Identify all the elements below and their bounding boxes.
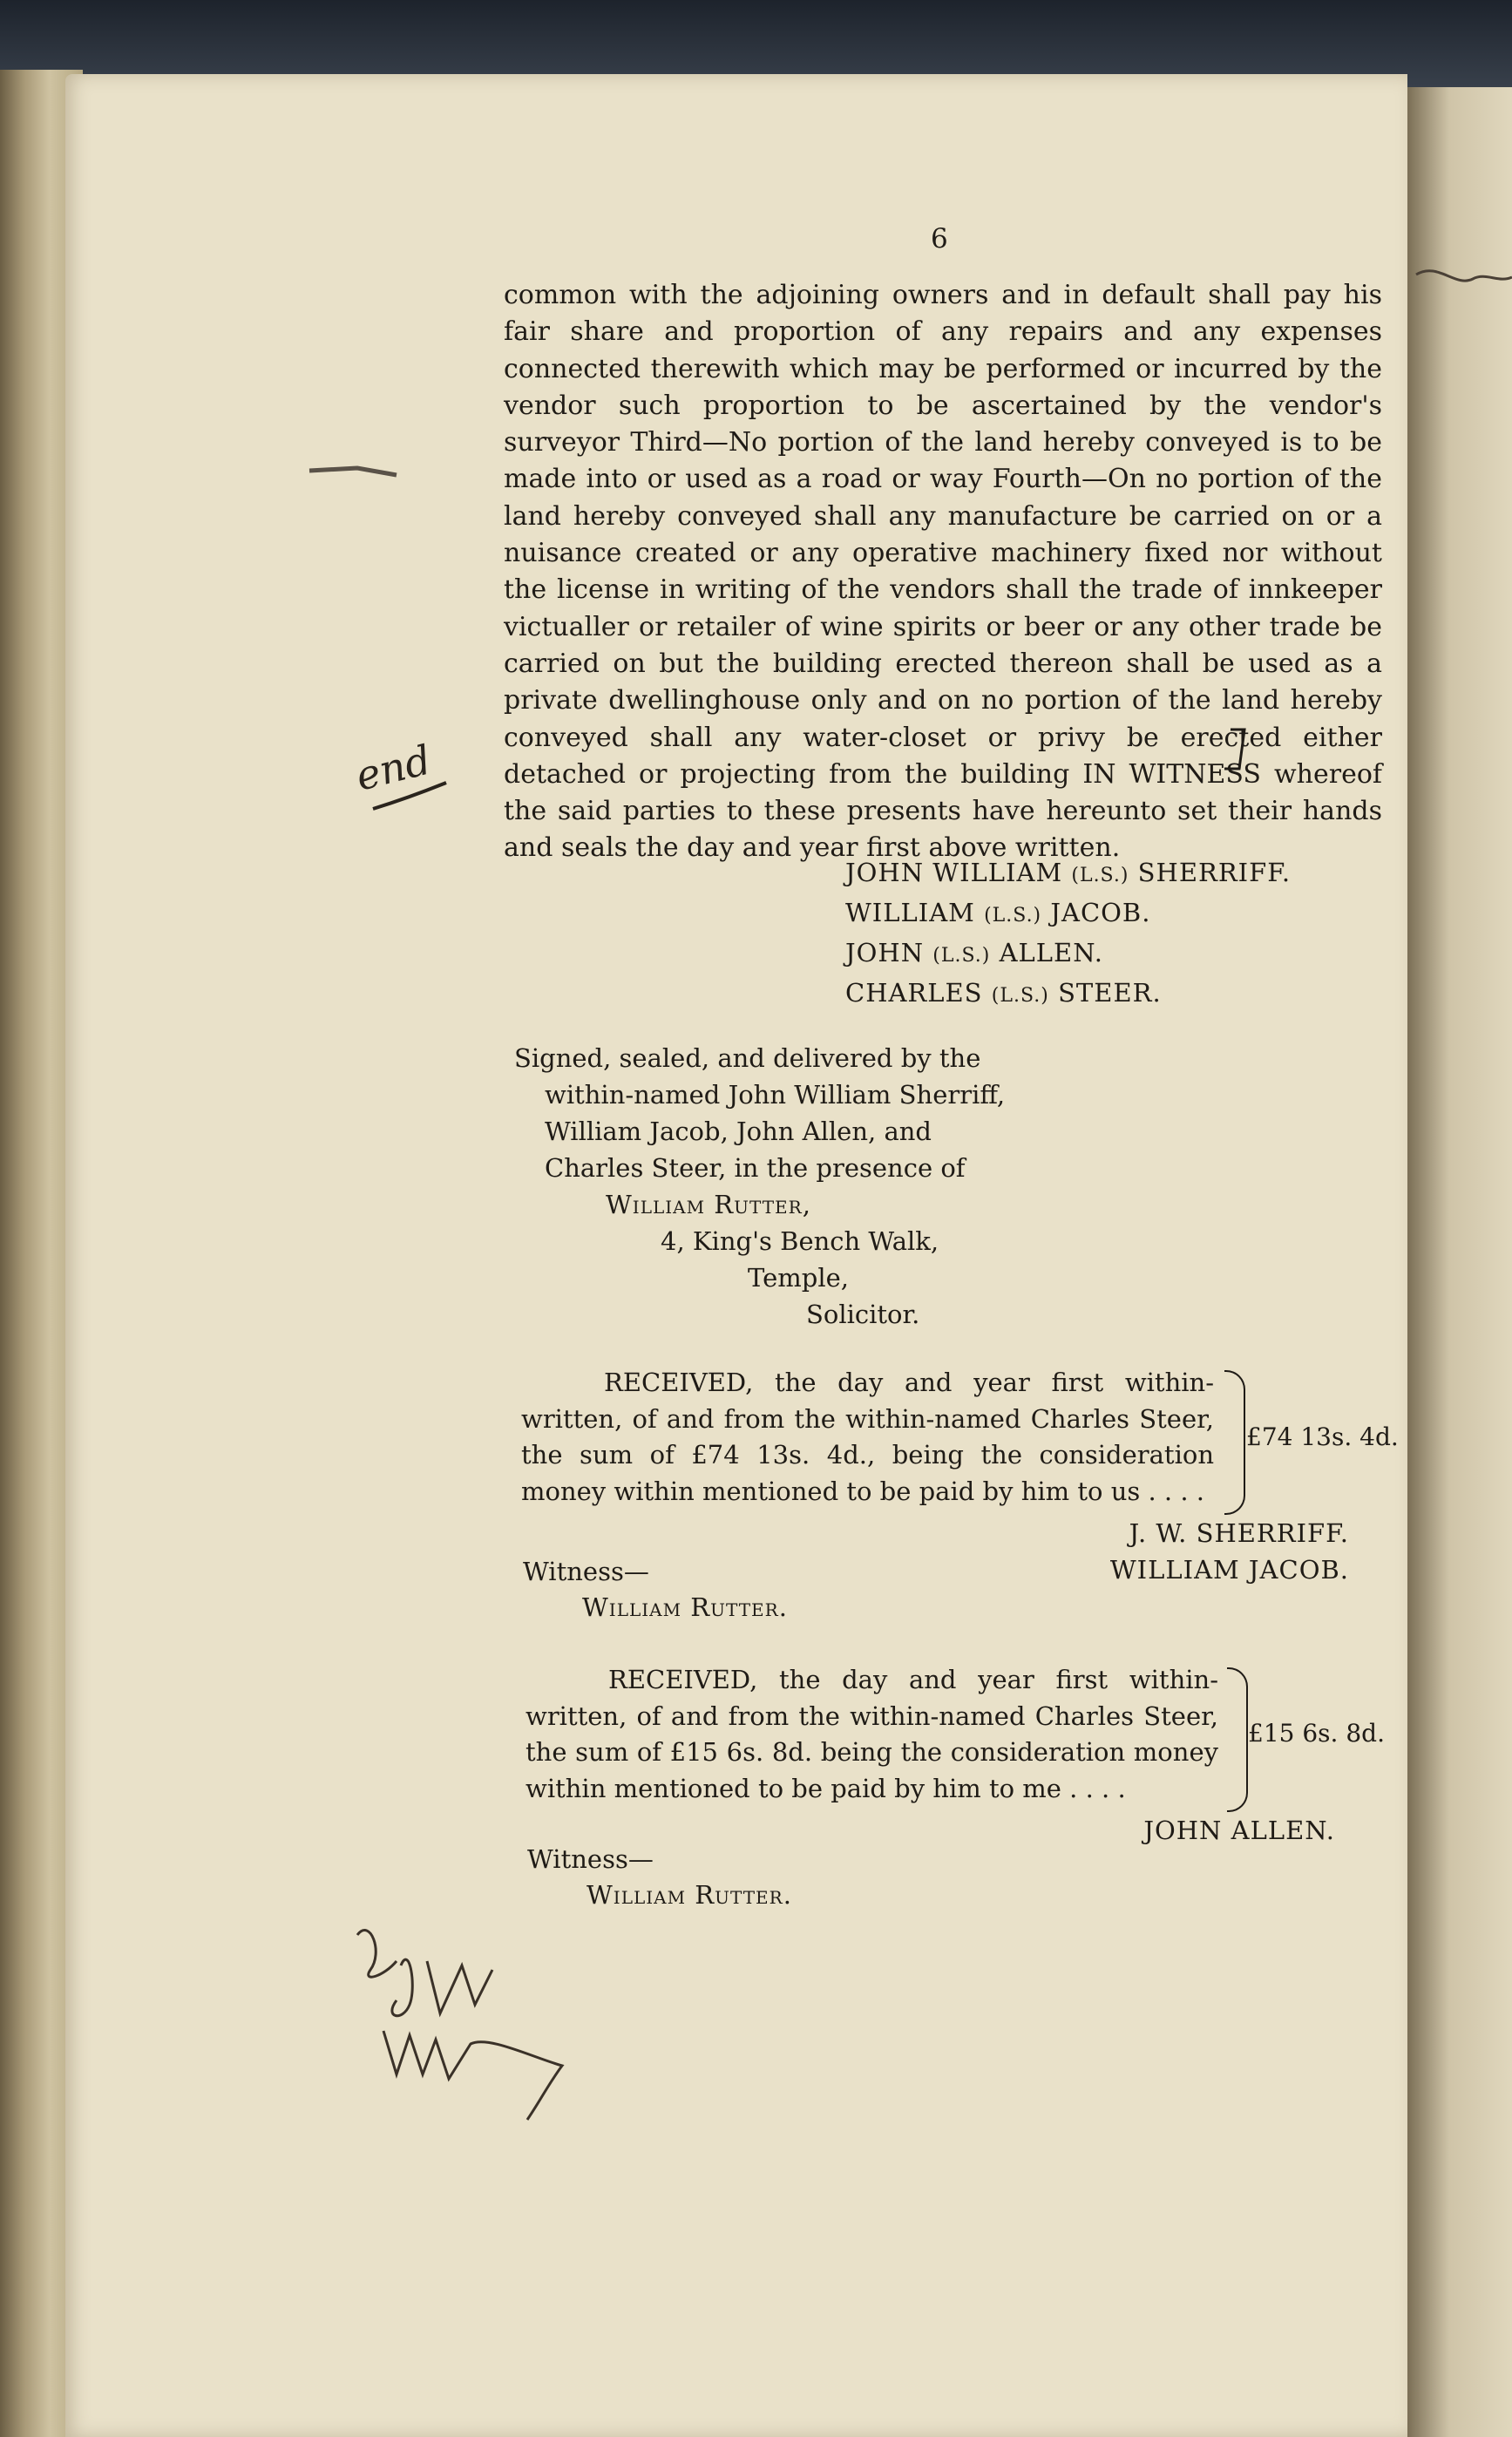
receipt-signer: J. W. SHERRIFF. xyxy=(1129,1518,1349,1548)
handwritten-signature xyxy=(383,2031,562,2120)
seal-mark: (L.S.) xyxy=(984,905,1042,927)
seal-mark: (L.S.) xyxy=(1071,865,1129,886)
seal-mark: (L.S.) xyxy=(932,945,991,967)
receipt-signer: JOHN ALLEN. xyxy=(1143,1816,1335,1845)
receipt-text: RECEIVED, the day and year first within-written, of and from the within-named Charles Steer, the sum of £74 13s. 4d., being the consideration money within mentioned to be paid by him to us . . . . xyxy=(521,1368,1214,1506)
receipt-signer: WILLIAM JACOB. xyxy=(1109,1555,1349,1585)
witness-name: William Rutter. xyxy=(582,1592,788,1622)
witness-label: Witness— xyxy=(527,1844,654,1874)
attestation-line: Signed, sealed, and delivered by the xyxy=(514,1043,981,1073)
signatory-first-name: WILLIAM xyxy=(845,898,975,927)
attestation-line: within-named John William Sherriff, xyxy=(545,1080,1006,1110)
signatory-first-name: JOHN WILLIAM xyxy=(845,858,1063,887)
signatory-surname: JACOB. xyxy=(1050,898,1151,927)
attesting-witness: William Rutter, xyxy=(606,1190,811,1219)
signatory-surname: SHERRIFF. xyxy=(1137,858,1292,887)
attestation-line: William Jacob, John Allen, and xyxy=(545,1117,932,1146)
witness-label: Witness— xyxy=(523,1557,649,1586)
seal-mark: (L.S.) xyxy=(991,985,1049,1007)
receipt-text: RECEIVED, the day and year first within-written, of and from the within-named Charles Steer, the sum of £15 6s. 8d. being the consideration money within mentioned to be paid by him to me . . . . xyxy=(525,1665,1218,1803)
receipt-amount: £15 6s. 8d. xyxy=(1248,1719,1385,1748)
witness-address: 4, King's Bench Walk, xyxy=(661,1226,939,1256)
signatory-first-name: CHARLES xyxy=(845,978,983,1008)
witness-address: Temple, xyxy=(748,1263,849,1293)
witness-name: William Rutter. xyxy=(586,1880,792,1910)
margin-pen-mark xyxy=(309,468,397,475)
insertion-bracket-mark xyxy=(1224,730,1244,769)
witness-occupation: Solicitor. xyxy=(806,1300,920,1329)
receipt-amount: £74 13s. 4d. xyxy=(1246,1422,1399,1451)
body-paragraph: common with the adjoining owners and in default shall pay his fair share and proportion of any repairs and any expenses connected therewith which may be performed or incurred by the vendor such proportion to be ascertained by the vendor's surveyor Third—No portion of the land hereby conveyed is to be made into or used as a road or way Fourth—On no portion of the land hereby conveyed shall any manufacture be carried on or a nuisance created or any operative machinery fixed nor without the license in writing of the vendors shall the trade of innkeeper victualler or retailer of wine spirits or beer or any other trade be carried on but the building erected thereon shall be used as a private dwellinghouse only and on no portion of the land hereby conveyed shall any water-closet or privy be erected either detached or projecting from the building IN WITNESS whereof the said parties to these presents have hereunto set their hands and seals the day and year first above written. xyxy=(504,280,1382,864)
attestation-line: Charles Steer, in the presence of xyxy=(545,1153,966,1183)
signatory-surname: ALLEN. xyxy=(999,938,1103,967)
signatory-first-name: JOHN xyxy=(845,938,925,967)
handwritten-initials xyxy=(357,1931,492,2016)
margin-note-end: end xyxy=(350,736,436,800)
signatory-surname: STEER. xyxy=(1058,978,1162,1008)
facing-page-handwriting xyxy=(1416,271,1512,281)
page-number: 6 xyxy=(931,223,948,255)
